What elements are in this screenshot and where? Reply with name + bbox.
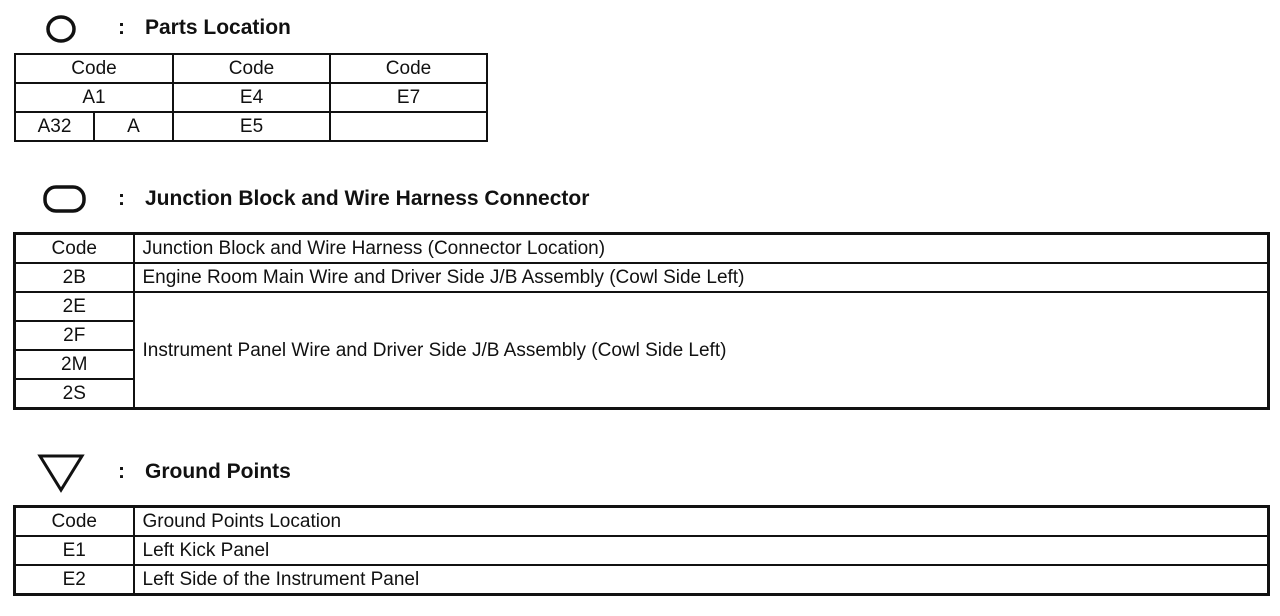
code-cell: A32 <box>15 112 94 141</box>
column-header: Code <box>15 54 173 83</box>
code-cell: 2E <box>15 292 134 321</box>
table-row <box>15 565 1269 595</box>
column-header: Code <box>15 234 134 264</box>
section-title: Junction Block and Wire Harness Connector <box>145 187 590 210</box>
heading-colon: : <box>118 460 125 483</box>
location-cell: Left Kick Panel <box>134 536 1269 565</box>
section-title: Parts Location <box>145 16 291 39</box>
parts-location-heading <box>0 8 700 48</box>
code-cell: 2B <box>15 263 134 292</box>
ground-points-table <box>13 505 1270 596</box>
column-header: Code <box>15 507 134 537</box>
junction-block-heading <box>0 179 900 219</box>
location-cell: Left Side of the Instrument Panel <box>134 565 1269 595</box>
table-row <box>15 112 487 141</box>
code-cell: E5 <box>173 112 330 141</box>
ground-points-heading <box>0 452 700 492</box>
column-header: Ground Points Location <box>134 507 1269 537</box>
code-cell: A1 <box>15 83 173 112</box>
code-cell: 2F <box>15 321 134 350</box>
circle-icon <box>44 14 78 44</box>
table-row <box>15 263 1269 292</box>
code-cell: E1 <box>15 536 134 565</box>
table-header-row <box>15 507 1269 537</box>
code-cell: E7 <box>330 83 487 112</box>
table-header-row <box>15 234 1269 264</box>
heading-colon: : <box>118 187 125 210</box>
code-cell: E4 <box>173 83 330 112</box>
section-title: Ground Points <box>145 460 291 483</box>
code-cell <box>330 112 487 141</box>
rounded-rectangle-icon <box>42 184 88 214</box>
parts-location-table <box>14 53 488 142</box>
column-header: Code <box>330 54 487 83</box>
column-header: Junction Block and Wire Harness (Connector Location) <box>134 234 1269 264</box>
code-cell: 2S <box>15 379 134 409</box>
code-cell: A <box>94 112 173 141</box>
column-header: Code <box>173 54 330 83</box>
table-row <box>15 292 1269 321</box>
location-cell: Instrument Panel Wire and Driver Side J/B Assembly (Cowl Side Left) <box>134 292 1269 409</box>
code-cell: E2 <box>15 565 134 595</box>
location-cell: Engine Room Main Wire and Driver Side J/B Assembly (Cowl Side Left) <box>134 263 1269 292</box>
table-row <box>15 536 1269 565</box>
table-header-row <box>15 54 487 83</box>
code-cell: 2M <box>15 350 134 379</box>
heading-colon: : <box>118 16 125 39</box>
junction-block-table <box>13 232 1270 410</box>
triangle-down-icon <box>36 452 86 494</box>
table-row <box>15 83 487 112</box>
